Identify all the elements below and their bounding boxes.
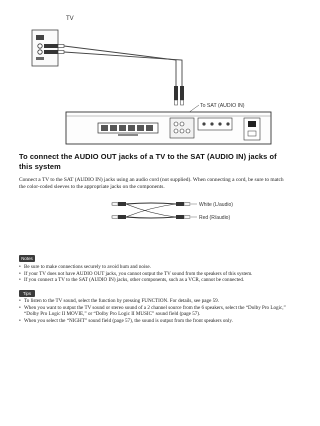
notes-list bbox=[19, 264, 291, 284]
tip-item: • When you select the “NIGHT” sound field (page 57), the sound is output from the front speakers only. bbox=[19, 318, 291, 325]
tips-list bbox=[19, 298, 291, 324]
system-rear-panel bbox=[66, 112, 271, 144]
cable-illustration bbox=[0, 194, 300, 244]
section-heading: To connect the AUDIO OUT jacks of a TV to the SAT (AUDIO IN) jacks of this system bbox=[19, 152, 277, 171]
sat-audio-in-label: To SAT (AUDIO IN) bbox=[200, 103, 245, 109]
tip-item: • When you want to output the TV sound or stereo sound of a 2 channel source from the 6 speakers, select the “Dolby Pro Logic,” “Dolby Pro Logic II MOVIE,” or “Dolby Pro Logic II MUSIC” sound field (page 57). bbox=[19, 305, 291, 318]
tip-item: • To listen to the TV sound, select the function by pressing FUNCTION. For details, see page 59. bbox=[19, 298, 291, 305]
note-item: • If you connect a TV to the SAT (AUDIO IN) jacks, other components, such as a VCR, cannot be connected. bbox=[19, 277, 291, 284]
white-cable-label: White (L/audio) bbox=[199, 202, 233, 208]
notes-badge: Notes bbox=[19, 255, 35, 262]
cable-bottom bbox=[112, 204, 190, 219]
red-cable-label: Red (R/audio) bbox=[199, 215, 231, 221]
section-body: Connect a TV to the SAT (AUDIO IN) jacks using an audio cord (not supplied). When connecting a cord, be sure to match the color-coded sleeves to the appropriate jacks on the components. bbox=[19, 177, 284, 191]
system-side-plugs bbox=[174, 86, 184, 105]
cable-top bbox=[112, 202, 190, 217]
audio-cable bbox=[64, 46, 182, 92]
tips-badge: Tips bbox=[19, 290, 35, 297]
note-item: • If your TV does not have AUDIO OUT jacks, you cannot output the TV sound from the speakers of this system. bbox=[19, 271, 291, 278]
note-item: • Be sure to make connections securely to avoid hum and noise. bbox=[19, 264, 291, 271]
connection-diagram bbox=[0, 0, 300, 150]
tv-label: TV bbox=[66, 16, 74, 22]
